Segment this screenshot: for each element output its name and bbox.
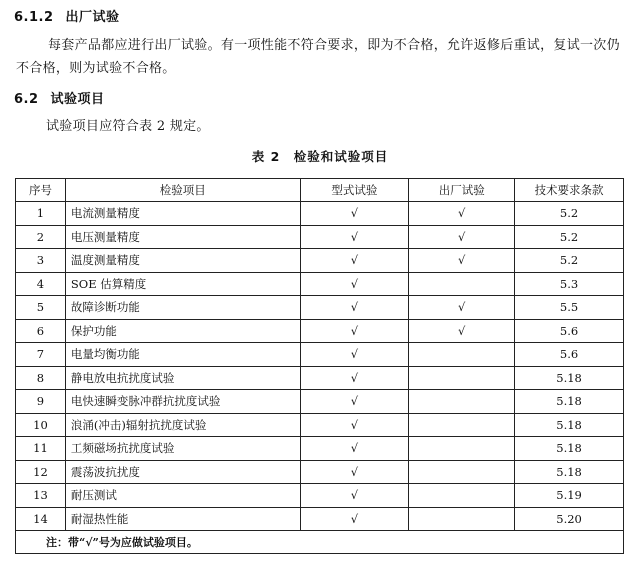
section-title: 出厂试验 (65, 10, 120, 25)
cell-factory-test (409, 484, 515, 508)
cell-factory-test (409, 390, 515, 414)
cell-no: 7 (16, 343, 66, 367)
cell-item: 电压测量精度 (65, 225, 300, 249)
cell-clause: 5.2 (515, 202, 624, 226)
cell-item: 电量均衡功能 (65, 343, 300, 367)
cell-item: 温度测量精度 (65, 249, 300, 273)
cell-item: 工频磁场抗扰度试验 (65, 437, 300, 461)
cell-item: SOE 估算精度 (65, 272, 300, 296)
cell-clause: 5.3 (515, 272, 624, 296)
cell-type-test: √ (300, 390, 409, 414)
cell-type-test: √ (300, 296, 409, 320)
cell-factory-test: √ (409, 296, 515, 320)
cell-type-test: √ (300, 507, 409, 531)
cell-no: 8 (16, 366, 66, 390)
table-note: 注：带“√”号为应做试验项目。 (16, 531, 624, 554)
cell-no: 11 (16, 437, 66, 461)
cell-item: 保护功能 (65, 319, 300, 343)
cell-clause: 5.18 (515, 390, 624, 414)
cell-factory-test (409, 437, 515, 461)
cell-clause: 5.18 (515, 460, 624, 484)
cell-no: 12 (16, 460, 66, 484)
cell-item: 震荡波抗扰度 (65, 460, 300, 484)
header-clause: 技术要求条款 (515, 179, 624, 202)
cell-type-test: √ (300, 343, 409, 367)
cell-type-test: √ (300, 319, 409, 343)
cell-no: 1 (16, 202, 66, 226)
table-row (16, 390, 624, 414)
cell-type-test: √ (300, 460, 409, 484)
cell-type-test: √ (300, 202, 409, 226)
cell-clause: 5.18 (515, 366, 624, 390)
section-heading-6-2 (14, 88, 105, 107)
cell-no: 3 (16, 249, 66, 273)
cell-item: 电流测量精度 (65, 202, 300, 226)
section-heading-6-1-2 (14, 6, 120, 25)
table-row (16, 437, 624, 461)
table-header-row (16, 179, 624, 202)
table-note-row (16, 531, 624, 554)
cell-no: 9 (16, 390, 66, 414)
cell-clause: 5.6 (515, 319, 624, 343)
cell-item: 耐压测试 (65, 484, 300, 508)
cell-factory-test (409, 460, 515, 484)
header-type-test: 型式试验 (300, 179, 409, 202)
cell-clause: 5.20 (515, 507, 624, 531)
cell-type-test: √ (300, 484, 409, 508)
header-item: 检验项目 (65, 179, 300, 202)
cell-no: 14 (16, 507, 66, 531)
cell-factory-test: √ (409, 319, 515, 343)
paragraph-test-items: 试验项目应符合表 2 规定。 (46, 119, 210, 134)
cell-factory-test (409, 366, 515, 390)
table-row (16, 484, 624, 508)
table-row (16, 272, 624, 296)
cell-clause: 5.19 (515, 484, 624, 508)
cell-type-test: √ (300, 366, 409, 390)
paragraph-factory-test: 每套产品都应进行出厂试验。有一项性能不符合要求，即为不合格，允许返修后重试，复试一次仍不合格，则为试验不合格。 (16, 38, 620, 76)
cell-no: 4 (16, 272, 66, 296)
cell-type-test: √ (300, 437, 409, 461)
cell-item: 静电放电抗扰度试验 (65, 366, 300, 390)
cell-type-test: √ (300, 249, 409, 273)
cell-clause: 5.18 (515, 437, 624, 461)
table-row (16, 366, 624, 390)
cell-item: 耐湿热性能 (65, 507, 300, 531)
cell-item: 浪涌(冲击)辐射抗扰度试验 (65, 413, 300, 437)
table-row (16, 460, 624, 484)
cell-no: 6 (16, 319, 66, 343)
cell-no: 5 (16, 296, 66, 320)
section-number: 6.2 (14, 92, 39, 107)
table-row (16, 507, 624, 531)
cell-factory-test (409, 272, 515, 296)
cell-type-test: √ (300, 272, 409, 296)
table-row (16, 225, 624, 249)
cell-clause: 5.6 (515, 343, 624, 367)
header-factory-test: 出厂试验 (409, 179, 515, 202)
cell-item: 电快速瞬变脉冲群抗扰度试验 (65, 390, 300, 414)
cell-no: 13 (16, 484, 66, 508)
cell-factory-test (409, 343, 515, 367)
cell-factory-test: √ (409, 225, 515, 249)
cell-type-test: √ (300, 225, 409, 249)
cell-item: 故障诊断功能 (65, 296, 300, 320)
cell-factory-test: √ (409, 249, 515, 273)
cell-factory-test (409, 507, 515, 531)
cell-factory-test: √ (409, 202, 515, 226)
cell-clause: 5.2 (515, 225, 624, 249)
cell-type-test: √ (300, 413, 409, 437)
table-row (16, 202, 624, 226)
cell-clause: 5.2 (515, 249, 624, 273)
header-no: 序号 (16, 179, 66, 202)
table-row (16, 319, 624, 343)
table-row (16, 343, 624, 367)
cell-clause: 5.5 (515, 296, 624, 320)
cell-clause: 5.18 (515, 413, 624, 437)
cell-no: 10 (16, 413, 66, 437)
cell-no: 2 (16, 225, 66, 249)
table-title: 表 2 检验和试验项目 (251, 149, 389, 164)
table-row (16, 413, 624, 437)
table-row (16, 296, 624, 320)
cell-factory-test (409, 413, 515, 437)
table-row (16, 249, 624, 273)
test-items-table (15, 178, 624, 554)
section-title: 试验项目 (50, 92, 105, 107)
section-number: 6.1.2 (14, 10, 54, 25)
